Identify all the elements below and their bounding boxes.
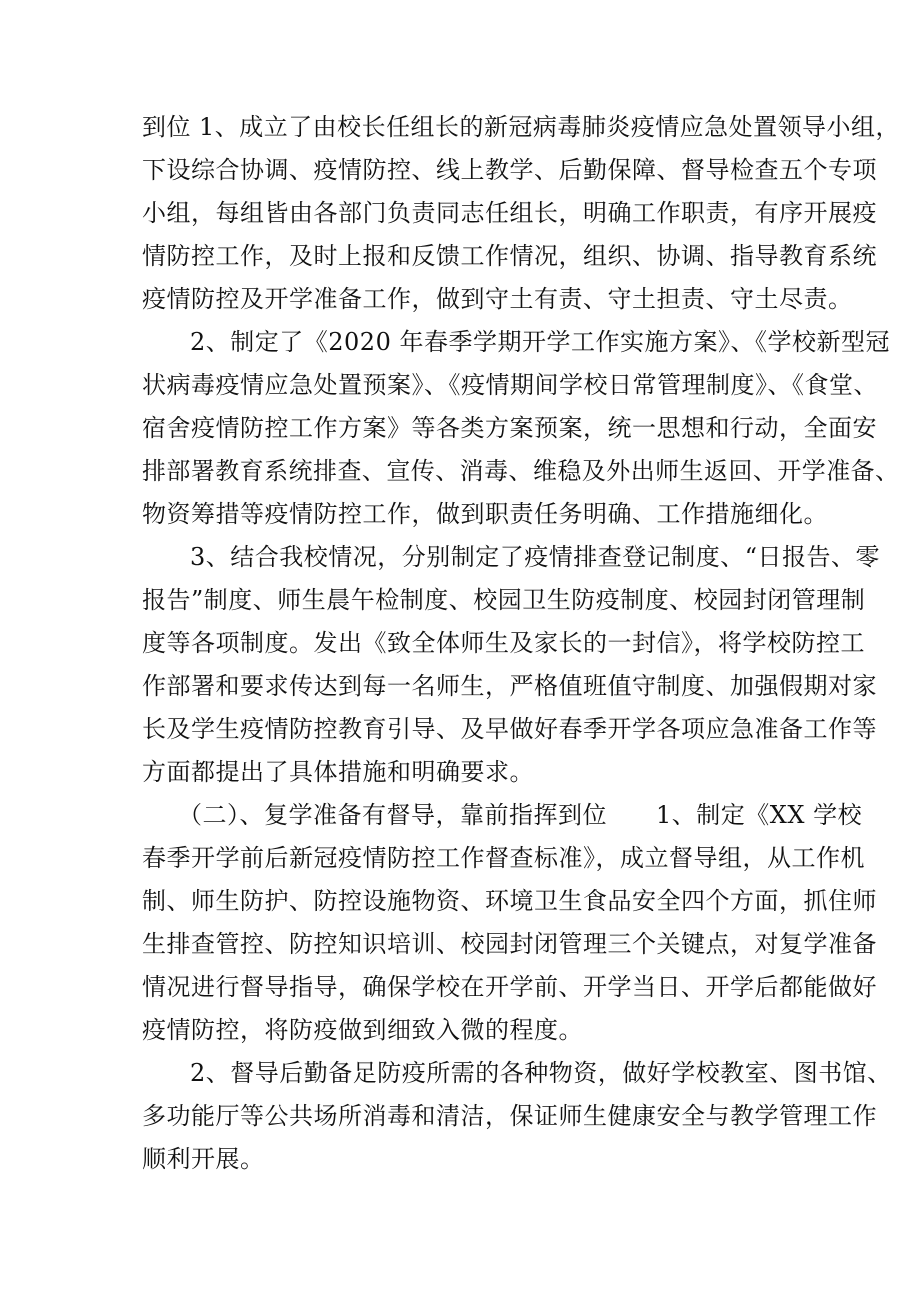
text-line: 情防控工作，及时上报和反馈工作情况，组织、协调、指导教育系统 — [142, 242, 877, 270]
text-line: 小组，每组皆由各部门负责同志任组长，明确工作职责，有序开展疫 — [142, 199, 877, 227]
text-line: 方面都提出了具体措施和明确要求。 — [142, 758, 534, 786]
text-line: 春季开学前后新冠疫情防控工作督查标准》，成立督导组，从工作机 — [142, 844, 865, 872]
text-line: 疫情防控及开学准备工作，做到守土有责、守土担责、守土尽责。 — [142, 285, 853, 313]
text-line: 2、督导后勤备足防疫所需的各种物资，做好学校教室、图书馆、 — [190, 1059, 892, 1087]
text-line: 制、师生防护、防控设施物资、环境卫生食品安全四个方面，抓住师 — [142, 887, 877, 915]
text-line: 到位 1、成立了由校长任组长的新冠病毒肺炎疫情应急处置领导小组， — [142, 113, 900, 141]
text-line: 生排查管控、防控知识培训、校园封闭管理三个关键点，对复学准备 — [142, 930, 877, 958]
text-line: 情况进行督导指导，确保学校在开学前、开学当日、开学后都能做好 — [142, 973, 877, 1001]
text-line: 状病毒疫情应急处置预案》、《疫情期间学校日常管理制度》、《食堂、 — [142, 371, 878, 399]
text-line: 度等各项制度。发出《致全体师生及家长的一封信》，将学校防控工 — [142, 629, 865, 657]
text-line: 报告”制度、师生晨午检制度、校园卫生防疫制度、校园封闭管理制 — [142, 586, 866, 614]
text-line: 排部署教育系统排查、宣传、消毒、维稳及外出师生返回、开学准备、 — [142, 457, 900, 485]
text-line: （二）、复学准备有督导，靠前指挥到位 1、制定《XX 学校 — [178, 801, 863, 829]
text-line: 2、制定了《2020 年春季学期开学工作实施方案》、《学校新型冠 — [190, 328, 890, 356]
text-line: 疫情防控，将防疫做到细致入微的程度。 — [142, 1016, 583, 1044]
text-line: 多功能厅等公共场所消毒和清洁，保证师生健康安全与教学管理工作 — [142, 1102, 877, 1130]
text-line: 长及学生疫情防控教育引导、及早做好春季开学各项应急准备工作等 — [142, 715, 877, 743]
text-line: 顺利开展。 — [142, 1145, 265, 1173]
text-line: 作部署和要求传达到每一名师生，严格值班值守制度、加强假期对家 — [142, 672, 877, 700]
text-line: 宿舍疫情防控工作方案》等各类方案预案，统一思想和行动，全面安 — [142, 414, 877, 442]
text-line: 物资筹措等疫情防控工作，做到职责任务明确、工作措施细化。 — [142, 500, 828, 528]
text-line: 3、结合我校情况，分别制定了疫情排查登记制度、“日报告、零 — [190, 543, 881, 571]
text-line: 下设综合协调、疫情防控、线上教学、后勤保障、督导检查五个专项 — [142, 156, 877, 184]
